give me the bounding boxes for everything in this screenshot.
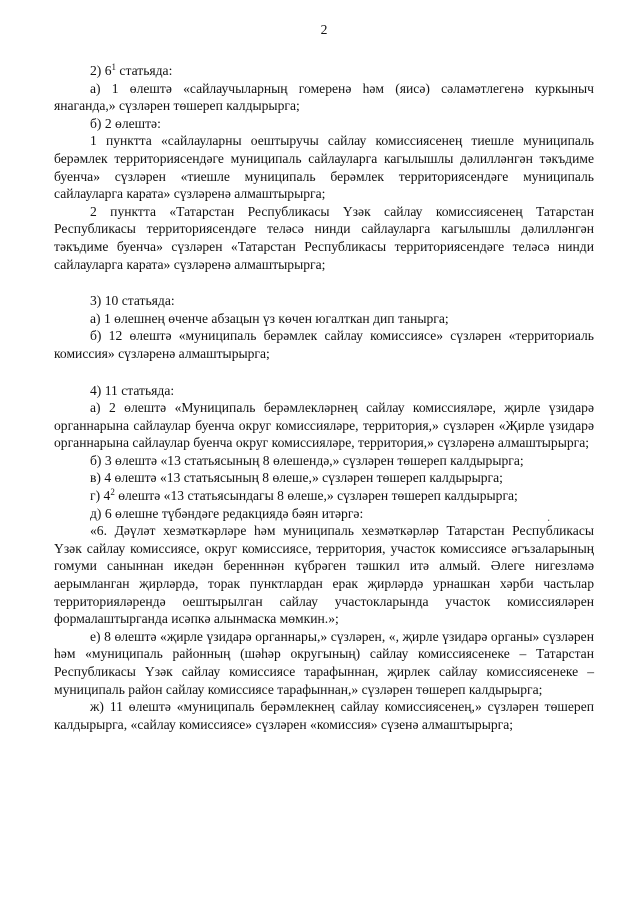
section-2-heading-text: 2) 6 [90, 63, 112, 78]
section-4-item-g-text: өлештә «13 статьясындагы 8 өлеше,» сүзләрен төшереп калдырырга; [114, 488, 518, 504]
section-3-item-b: б) 12 өлештә «муниципаль берәмлек сайлау комиссиясе» сүзләрен «территориаль комиссия» сүзләренә алмаштырырга; [54, 328, 594, 361]
section-2-heading-superscript: 1 [111, 62, 117, 72]
section-4-item-g [54, 487, 594, 505]
section-4-quoted-part-6: «6. Дәүләт хезмәткәрләре һәм муниципаль хезмәткәрләр Татарстан Республикасы Үзәк сайлау комиссиясе, округ комиссиясе, территория, участок комиссиясе әгъзаларының гомуми саныннан икедән беренннән күбрәген тәшкил итә алмый. Әлеге нигезләмә аерымланган җирләрдә, торак пунктлардан ерак җирләрдә урнашкан хәрби частьлар территорияләрендә оештырылган сайлау участокларында участок комиссияләрен формалаштырганда исәпкә алынмаска мөмкин.»; [54, 523, 594, 627]
section-2-item-b-heading: б) 2 өлештә: [90, 115, 161, 131]
section-2-heading [54, 62, 594, 80]
section-4-heading: 4) 11 статьяда: [90, 382, 175, 398]
document-body [54, 62, 594, 733]
section-2-heading-suffix: статьяда: [116, 63, 173, 78]
section-3-heading: 3) 10 статьяда: [90, 293, 175, 309]
paragraph-gap [54, 273, 594, 292]
section-2-item-b-point-2: 2 пунктта «Татарстан Республикасы Үзәк сайлау комиссиясенең Татарстан Республикасы территориясендәге теләсә нинди сайлауларга кагылышлы дәлилләнгән тәкъдиме буенча» сүзләрен «Татарстан Республикасы территориясендәге теләсә нинди сайлауларга карата» сүзләренә алмаштырырга; [54, 203, 594, 272]
section-4-item-a: а) 2 өлештә «Муниципаль берәмлекләрнең сайлау комиссияләре, җирле үзидарә органнарына сайлаулар буенча округ комиссияләре, территория,» сүзләрен «Җирле үзидарә органнарына сайлаулар буенча округ комиссияләре, территория,» сүзләренә алмаштырырга; [54, 400, 594, 451]
section-4-item-g-superscript: 2 [110, 487, 115, 498]
section-4-item-b: б) 3 өлештә «13 статьясының 8 өлешендә,» сүзләрен төшереп калдырырга; [90, 452, 524, 468]
section-4-item-d: д) 6 өлешне түбәндәге редакциядә бәян итәргә: [90, 505, 364, 521]
page-number: 2 [320, 22, 328, 37]
section-4-item-e: е) 8 өлештә «җирле үзидарә органнары,» сүзләрен, «, җирле үзидарә органы» сүзләрен һәм «муниципаль районның (шәһәр округының) сайлау комиссиясенеке – Татарстан Республикасы Үзәк сайлау комиссиясе тарафыннан, җирлек сайлау комиссиясенеке – муниципаль район сайлау комиссиясе тарафыннан,» сүзләрен төшереп калдырырга; [54, 628, 594, 697]
section-4-item-v: в) 4 өлештә «13 статьясының 8 өлеше,» сүзләрен төшереп калдырырга; [90, 470, 503, 486]
section-3-item-a: а) 1 өлешнең өченче абзацын үз көчен югалткан дип танырга; [90, 310, 449, 326]
stray-mark: . [547, 509, 551, 524]
paragraph-gap [54, 363, 594, 382]
section-4-item-zh: ж) 11 өлештә «муниципаль берәмлекнең сайлау комиссиясенең,» сүзләрен төшереп калдырырга, «сайлау комиссиясе» сүзләрен «комиссия» сүзенә алмаштырырга; [54, 699, 594, 732]
section-2-item-a: а) 1 өлештә «сайлаучыларның гомеренә һәм (яисә) сәламәтлегенә куркыныч янаганда,» сүзләрен төшереп калдырырга; [54, 80, 594, 114]
section-2-item-b-point-1: 1 пунктта «сайлауларны оештыручы сайлау комиссиясенең тиешле муниципаль берәмлек территориясендәге муниципаль сайлауларга кагылышлы дәлилләнгән тәкъдиме буенча» сүзләрен «тиешле муниципаль берәмлек территориясендәге муниципаль сайлауларга карата» сүзләренә алмаштырырга; [54, 133, 594, 202]
section-4-item-g-prefix: г) 4 [90, 488, 111, 504]
